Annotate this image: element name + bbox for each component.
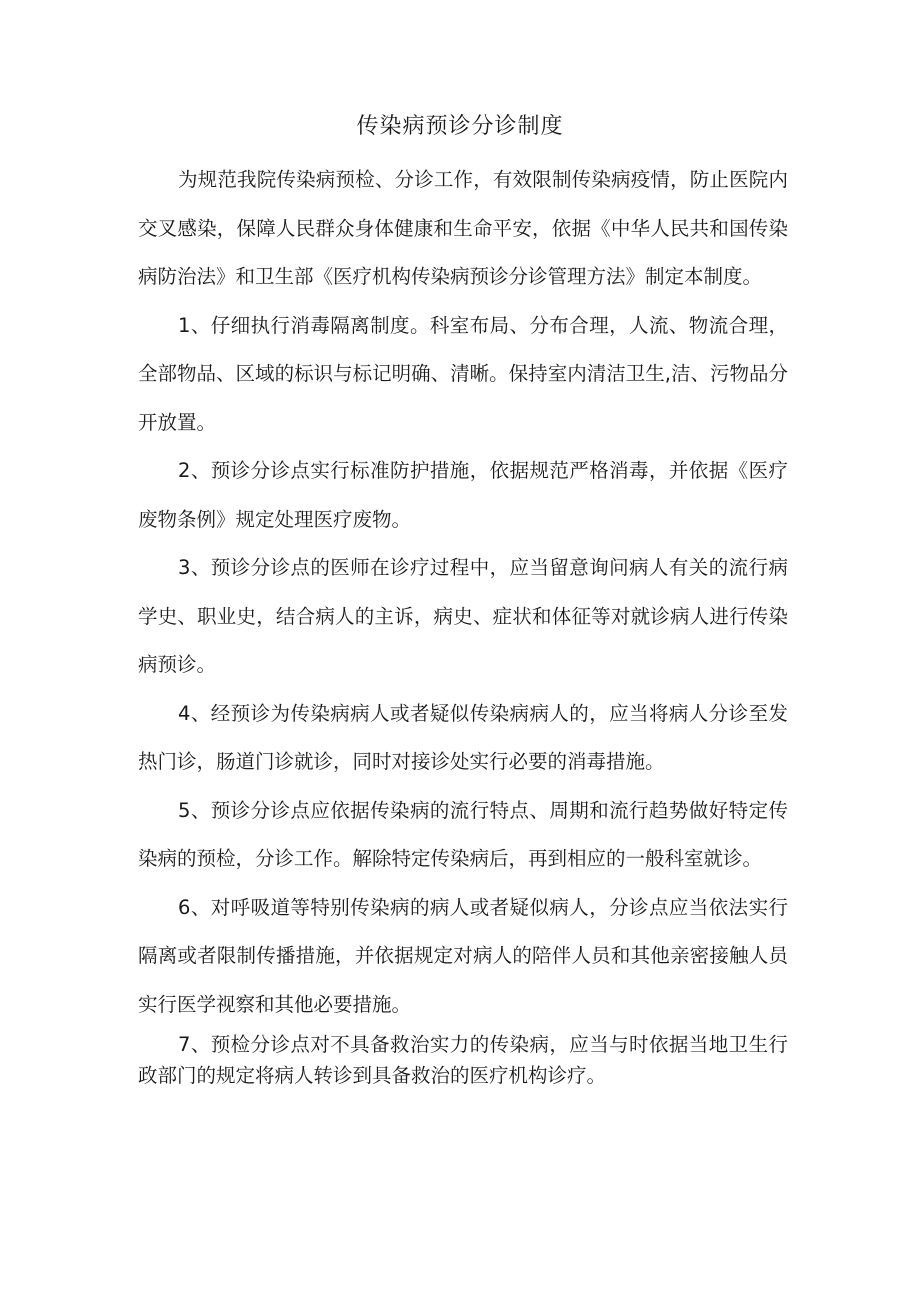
clause-4-paragraph: 4、经预诊为传染病病人或者疑似传染病病人的，应当将病人分诊至发热门诊，肠道门诊就诊，同时对接诊处实行必要的消毒措施。 <box>138 701 788 773</box>
clause-7-paragraph: 7、预检分诊点对不具备救治实力的传染病，应当与时依据当地卫生行政部门的规定将病人转诊到具备救治的医疗机构诊疗。 <box>138 1033 788 1087</box>
intro-paragraph: 为规范我院传染病预检、分诊工作，有效限制传染病疫情，防止医院内交叉感染，保障人民群众身体健康和生命平安，依据《中华人民共和国传染病防治法》和卫生部《医疗机构传染病预诊分诊管理方法》制定本制度。 <box>138 168 788 288</box>
document-body <box>138 156 788 1091</box>
clause-1-paragraph: 1、仔细执行消毒隔离制度。科室布局、分布合理，人流、物流合理，全部物品、区域的标识与标记明确、清晰。保持室内清洁卫生,洁、污物品分开放置。 <box>138 313 788 434</box>
clause-6-paragraph: 6、对呼吸道等特别传染病的病人或者疑似病人，分诊点应当依法实行隔离或者限制传播措施，并依据规定对病人的陪伴人员和其他亲密接触人员实行医学视察和其他必要措施。 <box>138 895 788 1016</box>
document-title: 传染病预诊分诊制度 <box>356 114 564 139</box>
clause-2-paragraph: 2、预诊分诊点实行标准防护措施，依据规范严格消毒，并依据《医疗废物条例》规定处理医疗废物。 <box>138 459 788 531</box>
clause-5-paragraph: 5、预诊分诊点应依据传染病的流行特点、周期和流行趋势做好特定传染病的预检，分诊工作。解除特定传染病后，再到相应的一般科室就诊。 <box>138 798 788 870</box>
clause-3-paragraph: 3、预诊分诊点的医师在诊疗过程中，应当留意询问病人有关的流行病学史、职业史，结合病人的主诉，病史、症状和体征等对就诊病人进行传染病预诊。 <box>138 556 788 676</box>
